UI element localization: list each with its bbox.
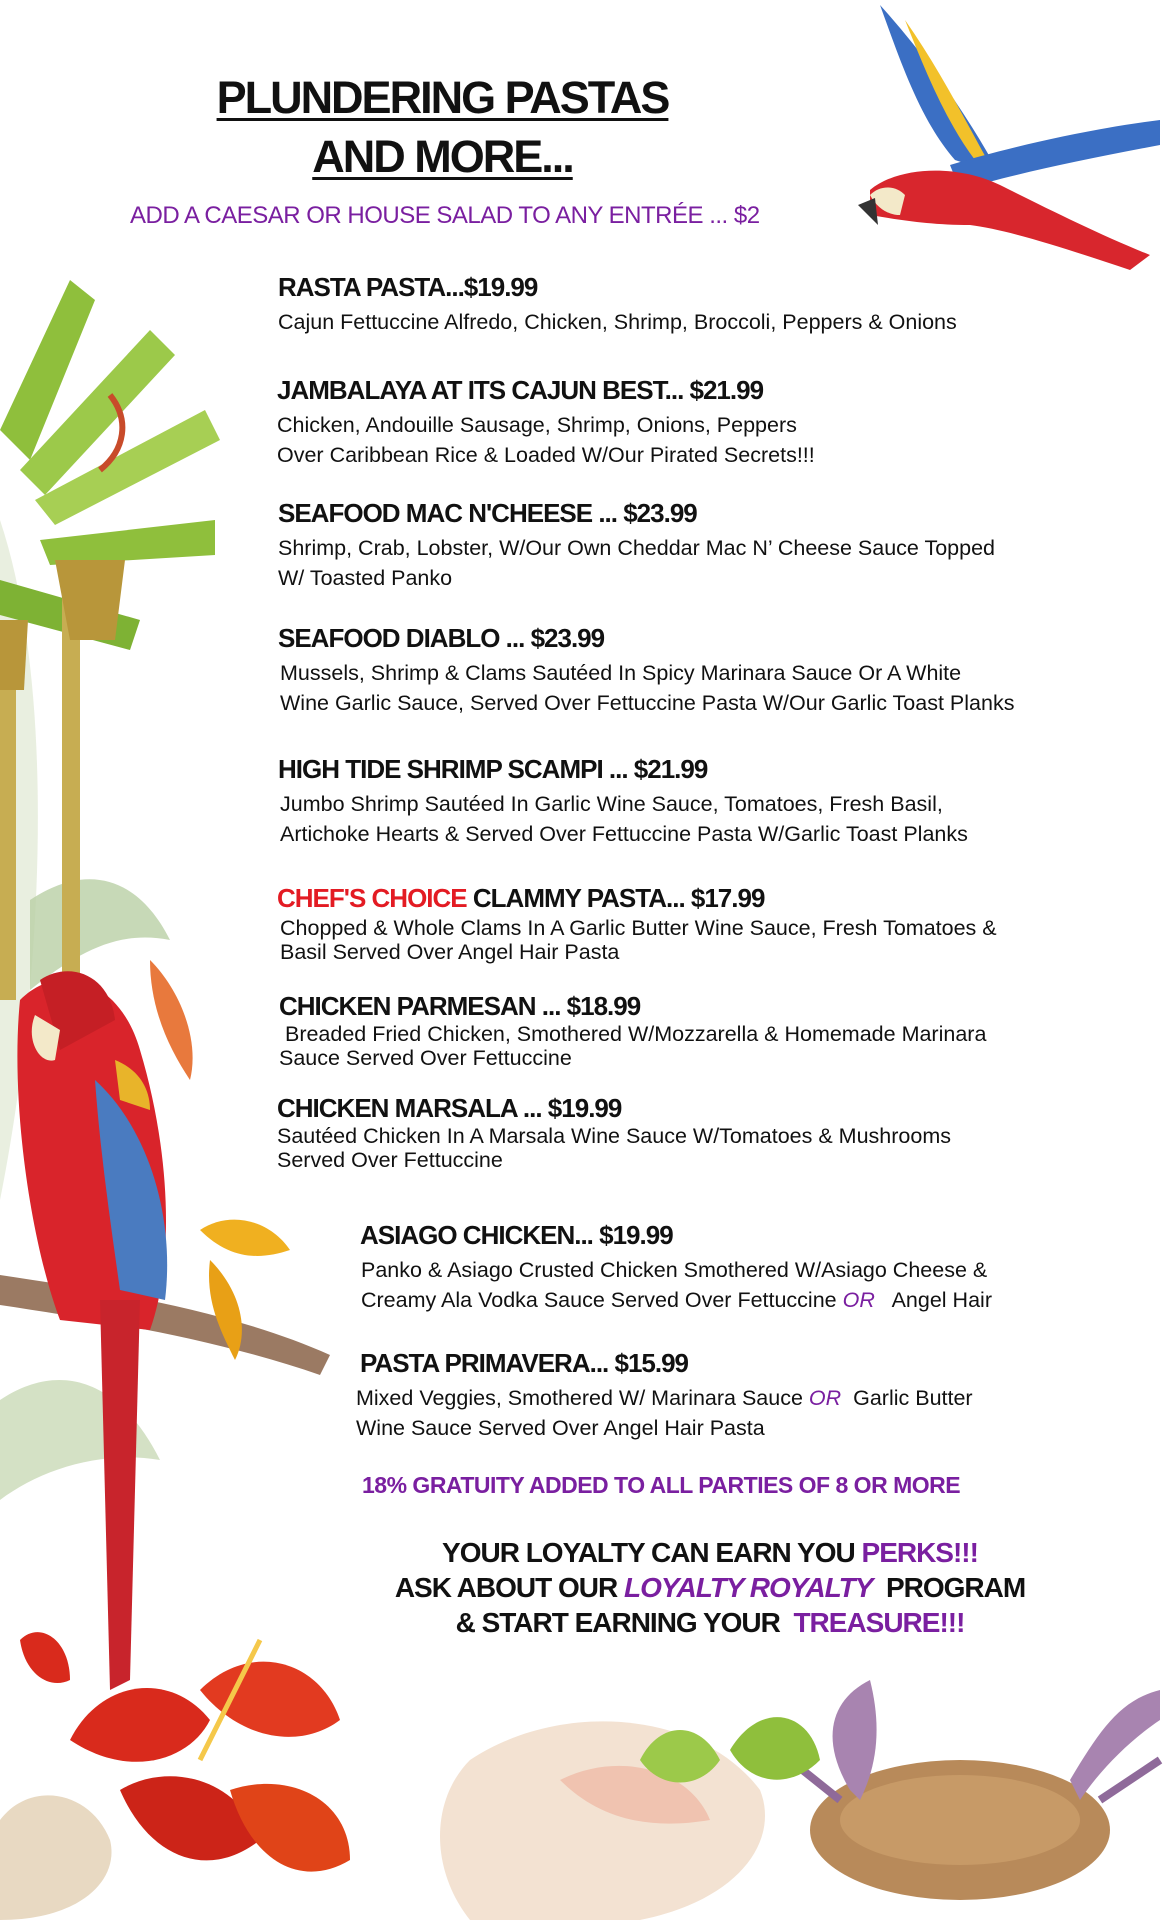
menu-item-desc: Breaded Fried Chicken, Smothered W/Mozzarella & Homemade Marinara Sauce Served Over Fettuccine xyxy=(279,1022,987,1070)
menu-item-asiago-chicken xyxy=(360,1220,992,1315)
menu-item-desc: Mussels, Shrimp & Clams Sautéed In Spicy Marinara Sauce Or A White Wine Garlic Sauce, Served Over Fettuccine Pasta W/Our Garlic Toast Planks xyxy=(280,661,1015,715)
salad-addon-note: ADD A CAESAR OR HOUSE SALAD TO ANY ENTRÉE ... $2 xyxy=(130,202,760,229)
loyalty-line-1: YOUR LOYALTY CAN EARN YOU PERKS!!! xyxy=(442,1537,978,1568)
gratuity-note: 18% GRATUITY ADDED TO ALL PARTIES OF 8 OR MORE xyxy=(362,1472,961,1498)
or-label: OR xyxy=(808,1386,842,1410)
loyalty-line-2: ASK ABOUT OUR LOYALTY ROYALTY PROGRAM xyxy=(394,1572,1026,1603)
menu-item-name: PASTA PRIMAVERA... $15.99 xyxy=(360,1348,689,1378)
menu-item-desc: Panko & Asiago Crusted Chicken Smothered W/Asiago Cheese & Creamy Ala Vodka Sauce Served Over Fettuccine OR Angel Hair xyxy=(361,1258,992,1312)
menu-item-name: SEAFOOD MAC N'CHEESE ... $23.99 xyxy=(278,498,697,528)
menu-item-desc: Chicken, Andouille Sausage, Shrimp, Onions, Peppers Over Caribbean Rice & Loaded W/Our Pirated Secrets!!! xyxy=(277,413,815,467)
menu-item-seafood-mac-n-cheese xyxy=(278,498,995,593)
menu-item-seafood-diablo xyxy=(278,623,1014,718)
loyalty-line-3: & START EARNING YOUR TREASURE!!! xyxy=(455,1607,965,1638)
page-subtitle: AND MORE... xyxy=(312,131,573,182)
or-label: OR xyxy=(842,1288,875,1312)
menu-item-name: CHEF'S CHOICE CLAMMY PASTA... $17.99 xyxy=(277,883,765,913)
menu-item-name: CHICKEN MARSALA ... $19.99 xyxy=(277,1093,622,1123)
menu-item-clammy-pasta xyxy=(277,883,997,964)
menu-item-name: CHICKEN PARMESAN ... $18.99 xyxy=(279,991,641,1021)
page-title: PLUNDERING PASTAS xyxy=(216,72,669,123)
menu-item-pasta-primavera xyxy=(356,1348,973,1443)
loyalty-royalty-label: LOYALTY ROYALTY xyxy=(624,1572,873,1603)
menu-item-name: RASTA PASTA...$19.99 xyxy=(278,272,538,302)
menu-item-chicken-marsala xyxy=(277,1093,951,1172)
menu-item-desc: Mixed Veggies, Smothered W/ Marinara Sauce OR Garlic Butter Wine Sauce Served Over Angel Hair Pasta xyxy=(356,1386,973,1440)
menu-item-name: JAMBALAYA AT ITS CAJUN BEST... $21.99 xyxy=(277,375,764,405)
menu-item-desc: Cajun Fettuccine Alfredo, Chicken, Shrimp, Broccoli, Peppers & Onions xyxy=(278,310,957,334)
menu-item-name: ASIAGO CHICKEN... $19.99 xyxy=(360,1220,673,1250)
menu-item-name: SEAFOOD DIABLO ... $23.99 xyxy=(278,623,605,653)
menu-item-desc: Shrimp, Crab, Lobster, W/Our Own Cheddar Mac N’ Cheese Sauce Topped W/ Toasted Panko xyxy=(278,536,996,590)
menu-item-name: HIGH TIDE SHRIMP SCAMPI ... $21.99 xyxy=(278,754,708,784)
chefs-choice-label: CHEF'S CHOICE xyxy=(277,883,467,913)
menu-item-desc: Chopped & Whole Clams In A Garlic Butter Wine Sauce, Fresh Tomatoes & Basil Served Over Angel Hair Pasta xyxy=(280,916,997,964)
menu-item-chicken-parmesan xyxy=(279,991,986,1070)
menu-item-desc: Sautéed Chicken In A Marsala Wine Sauce W/Tomatoes & Mushrooms Served Over Fettuccine xyxy=(277,1124,951,1172)
menu-item-desc: Jumbo Shrimp Sautéed In Garlic Wine Sauce, Tomatoes, Fresh Basil, Artichoke Hearts & Served Over Fettuccine Pasta W/Garlic Toast Planks xyxy=(280,792,968,846)
menu-item-jambalaya xyxy=(277,375,815,470)
menu-item-high-tide-shrimp-scampi xyxy=(278,754,968,849)
menu-item-rasta-pasta xyxy=(278,272,957,337)
